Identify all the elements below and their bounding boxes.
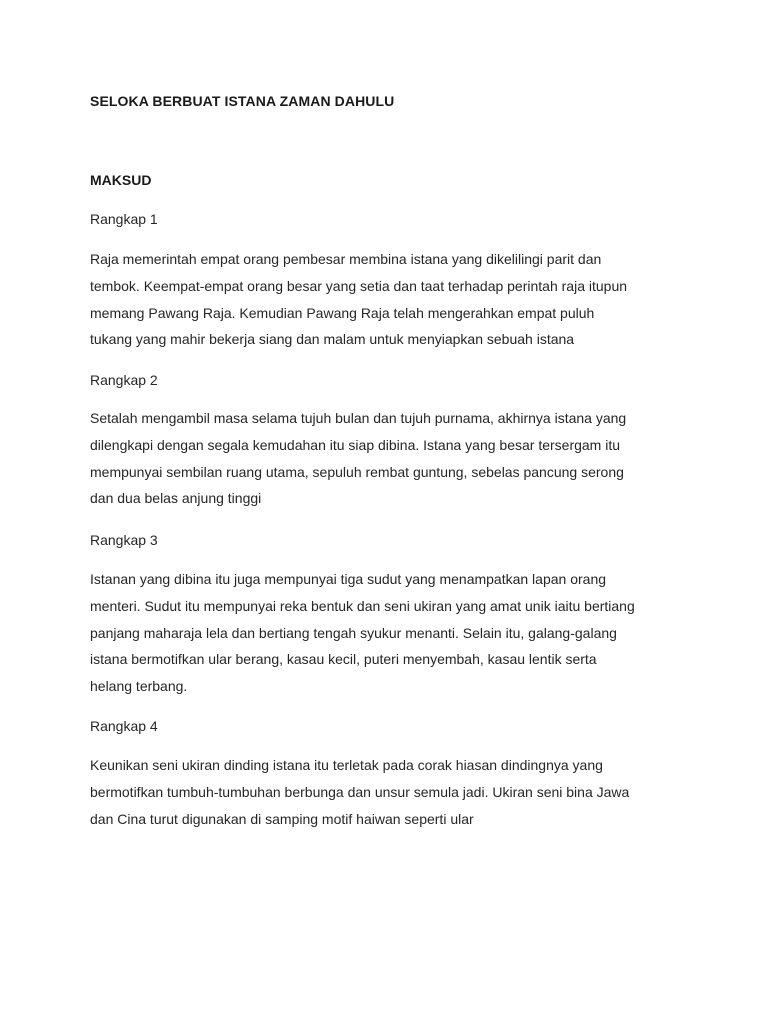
stanza-label-4: Rangkap 4: [90, 718, 158, 734]
document-title: SELOKA BERBUAT ISTANA ZAMAN DAHULU: [90, 93, 395, 109]
stanza-text-1: Raja memerintah empat orang pembesar membina istana yang dikelilingi parit dan tembok. Keempat-empat orang besar yang setia dan taat terhadap perintah raja itupun memang Pawang Raja. Kemudian Pawang Raja telah mengerahkan empat puluh tukang yang mahir bekerja siang dan malam untuk menyiapkan sebuah istana: [90, 251, 628, 348]
stanza-text-2: Setalah mengambil masa selama tujuh bulan dan tujuh purnama, akhirnya istana yang dilengkapi dengan segala kemudahan itu siap dibina. Istana yang besar tersergam itu mempunyai sembilan ruang utama, sepuluh rembat guntung, sebelas pancung serong dan dua belas anjung tinggi: [90, 410, 627, 507]
stanza-label-1: Rangkap 1: [90, 211, 158, 227]
section-heading-maksud: MAKSUD: [90, 172, 152, 188]
stanza-text-4: Keunikan seni ukiran dinding istana itu terletak pada corak hiasan dindingnya yang bermotifkan tumbuh-tumbuhan berbunga dan unsur semula jadi. Ukiran seni bina Jawa dan Cina turut digunakan di samping motif haiwan seperti ular: [90, 757, 630, 827]
stanza-label-3: Rangkap 3: [90, 532, 158, 548]
stanza-label-2: Rangkap 2: [90, 372, 158, 388]
stanza-text-3: Istanan yang dibina itu juga mempunyai tiga sudut yang menampatkan lapan orang menteri. Sudut itu mempunyai reka bentuk dan seni ukiran yang amat unik iaitu bertiang panjang maharaja lela dan bertiang tengah syukur menanti. Selain itu, galang-galang istana bermotifkan ular berang, kasau kecil, puteri menyembah, kasau lentik serta helang terbang.: [90, 571, 635, 695]
